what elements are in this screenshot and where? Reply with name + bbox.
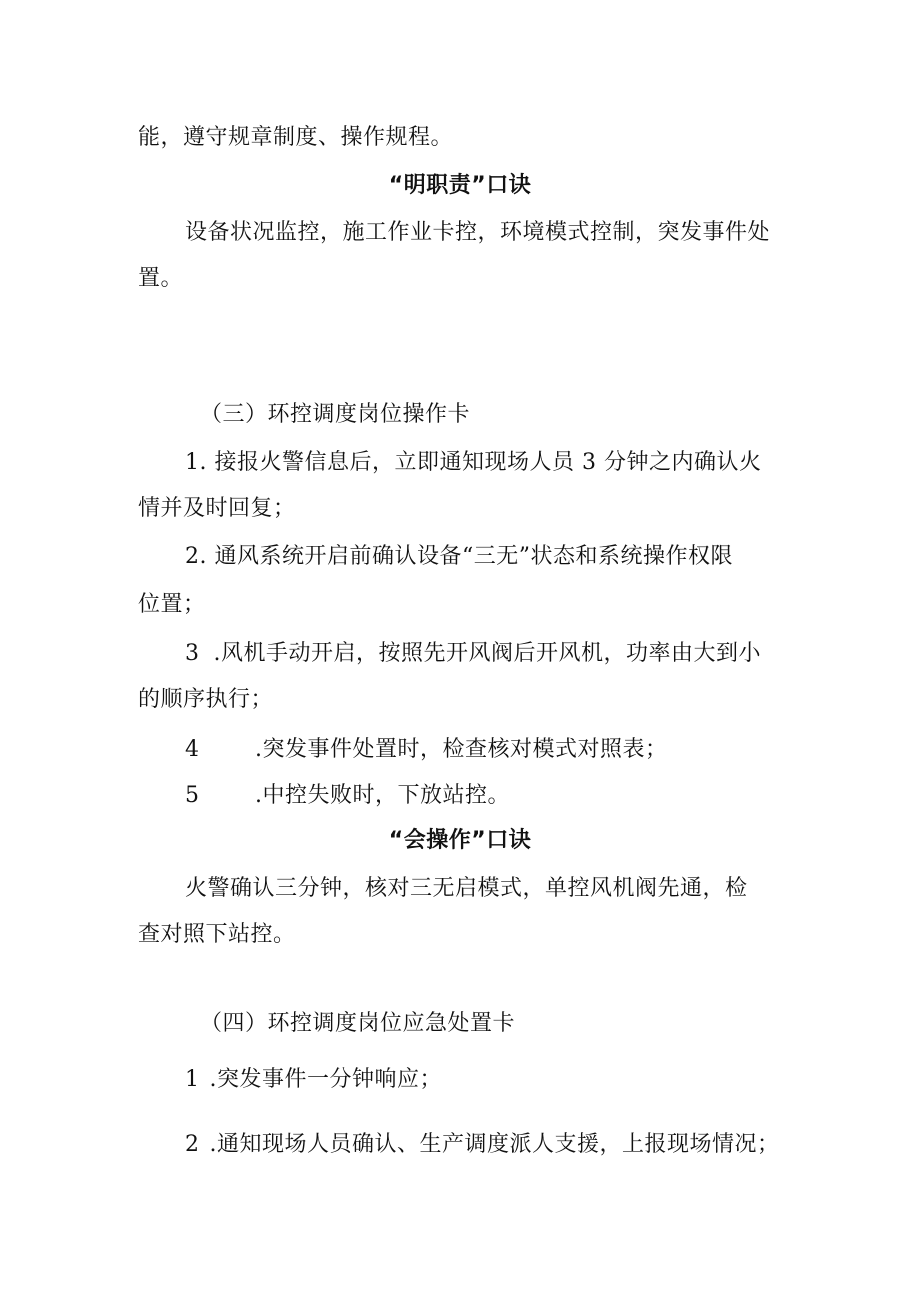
item-number: 3 [185, 641, 200, 666]
item-text: .中控失败时，下放站控。 [255, 783, 510, 808]
section-three-title: （三）环控调度岗位操作卡 [200, 402, 471, 427]
list-item [185, 639, 761, 669]
item-number: 1 [185, 450, 200, 475]
item-number: 2 [185, 1132, 200, 1157]
huicaozuo-body-line-2: 查对照下站控。 [138, 922, 296, 947]
item-text: . 通风系统开启前确认设备“三无”状态和系统操作权限 [199, 544, 733, 569]
item-number: 1 [185, 1067, 200, 1092]
item-number: 2 [185, 544, 200, 569]
huicaozuo-body-line-1: 火警确认三分钟，核对三无启模式，单控风机阀先通，检 [185, 876, 748, 901]
item-text: .突发事件处置时，检查核对模式对照表； [255, 737, 668, 762]
mingzhize-body-line-2: 置。 [138, 266, 184, 291]
list-item [185, 735, 668, 765]
list-item [185, 1065, 442, 1095]
list-item-continuation: 情并及时回复； [138, 496, 296, 521]
section-four-title: （四）环控调度岗位应急处置卡 [200, 1011, 516, 1036]
item-number: 4 [185, 737, 200, 762]
heading-mingzhize: “明职责”口诀 [388, 173, 532, 198]
heading-huicaozuo: “会操作”口诀 [388, 828, 532, 853]
list-item-continuation: 位置； [138, 592, 206, 617]
item-text: .突发事件一分钟响应； [209, 1067, 442, 1092]
list-item [185, 542, 733, 572]
list-item [185, 448, 761, 478]
item-number: 5 [185, 783, 200, 808]
intro-line: 能，遵守规章制度、操作规程。 [138, 125, 454, 150]
list-item-continuation: 的顺序执行； [138, 687, 274, 712]
item-text: .风机手动开启，按照先开风阀后开风机，功率由大到小 [213, 641, 761, 666]
item-text: . 接报火警信息后，立即通知现场人员 3 分钟之内确认火 [199, 450, 762, 475]
item-text: .通知现场人员确认、生产调度派人支援，上报现场情况； [209, 1132, 780, 1157]
mingzhize-body-line-1: 设备状况监控，施工作业卡控，环境模式控制，突发事件处 [185, 220, 771, 245]
list-item [185, 781, 510, 811]
list-item [185, 1130, 780, 1160]
